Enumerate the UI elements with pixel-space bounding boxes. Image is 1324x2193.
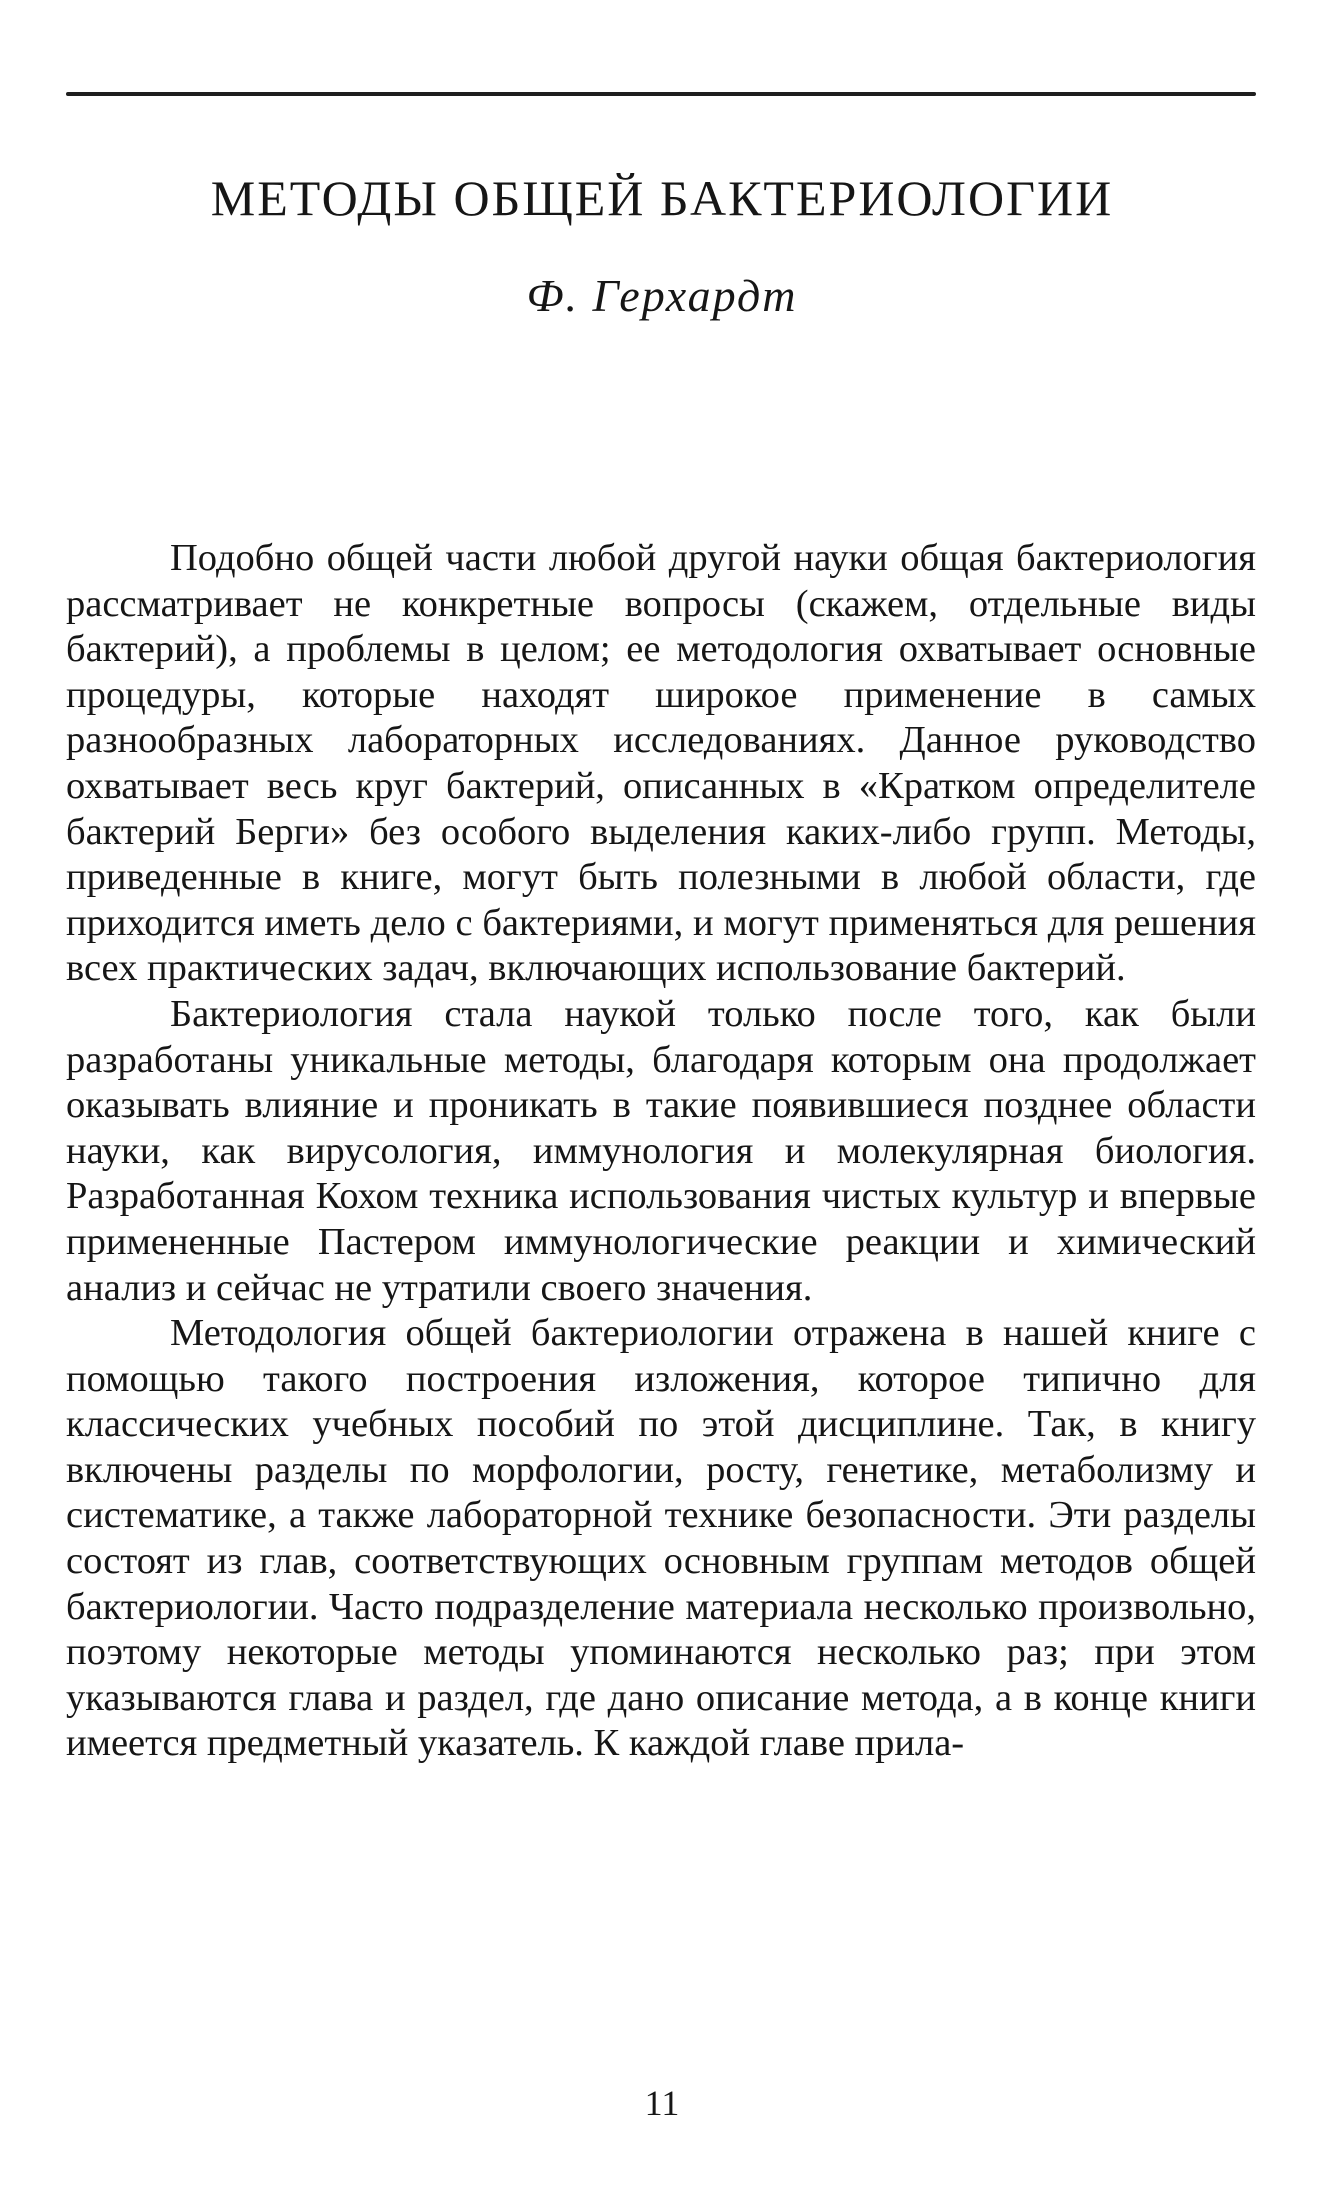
page-number: 11 [644,2083,680,2123]
body-text [66,536,1256,1767]
author-name: Ф. Герхардт [526,270,798,321]
chapter-title: МЕТОДЫ ОБЩЕЙ БАКТЕРИОЛОГИИ [210,170,1114,226]
paragraph-3: Методология общей бактериологии отражена в нашей книге с помощью такого построения изложения, которое типично для классических учебных пособий по этой дисциплине. Так, в книгу включены разделы по морфологии, росту, генетике, метаболизму и систематике, а также лабораторной технике безопасности. Эти разделы состоят из глав, соответствующих основным группам методов общей бактериологии. Часто подразделение материала несколько произвольно, поэтому некоторые методы упоминаются несколько раз; при этом указываются глава и раздел, где дано описание метода, а в конце книги имеется предметный указатель. К каждой главе прила- [66,1312,1256,1765]
paragraph-1: Подобно общей части любой другой науки общая бактериология рассматривает не конкретные вопросы (скажем, отдельные виды бактерий), а проблемы в целом; ее методология охватывает основные процедуры, которые находят широкое применение в самых разнообразных лабораторных исследованиях. Данное руководство охватывает весь круг бактерий, описанных в «Кратком определителе бактерий Берги» без особого выделения каких-либо групп. Методы, приведенные в книге, могут быть полезными в любой области, где приходится иметь дело с бактериями, и могут применяться для решения всех практических задач, включающих использование бактерий. [66,537,1256,990]
paragraph-2: Бактериология стала наукой только после того, как были разработаны уникальные методы, благодаря которым она продолжает оказывать влияние и проникать в такие появившиеся позднее области науки, как вирусология, иммунология и молекулярная биология. Разработанная Кохом техника использования чистых культур и впервые примененные Пастером иммунологические реакции и химический анализ и сейчас не утратили своего значения. [66,992,1256,1309]
top-rule [66,92,1256,96]
